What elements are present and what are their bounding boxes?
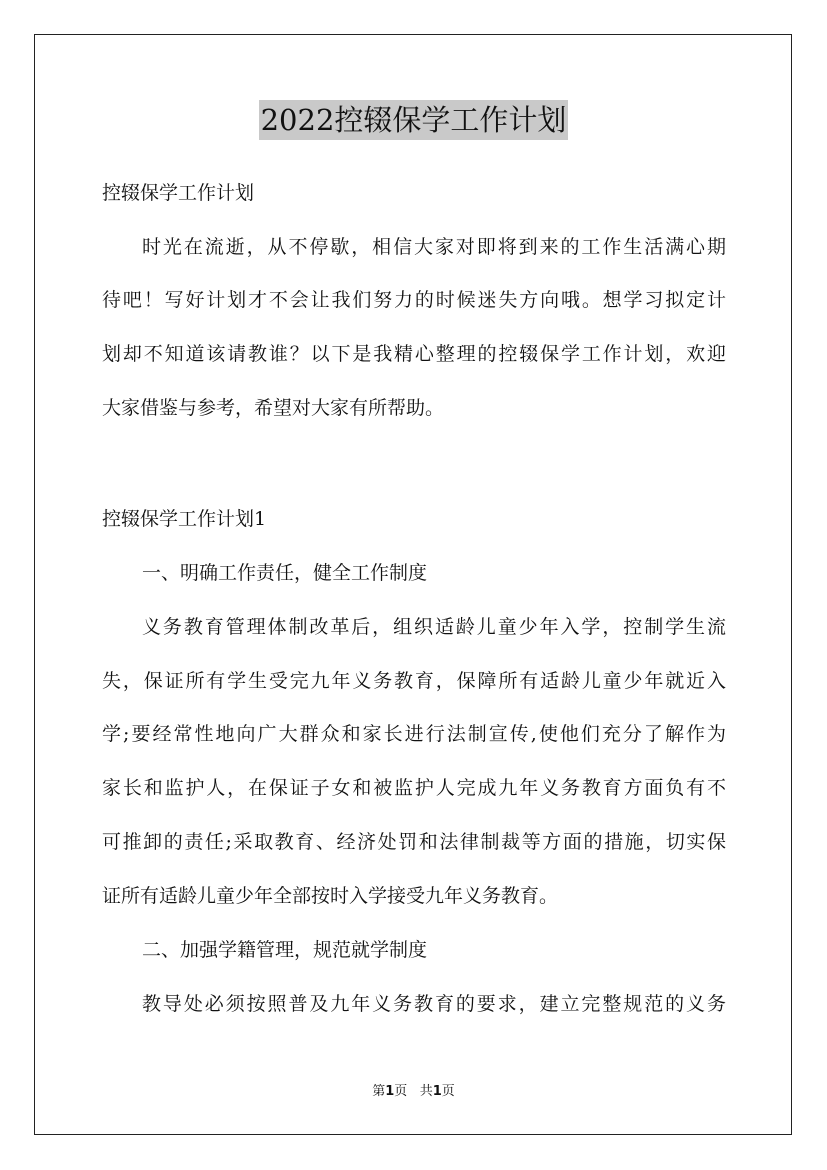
document-title: 2022控辍保学工作计划 [259, 100, 569, 140]
page-footer [0, 1083, 827, 1101]
intro-line: 大家借鉴与参考，希望对大家有所帮助。 [102, 397, 445, 419]
subheading: 二、加强学籍管理，规范就学制度 [142, 939, 428, 961]
section-title: 控辍保学工作计划1 [102, 508, 267, 530]
paragraph-line: 失，保证所有学生受完九年义务教育，保障所有适龄儿童少年就近入 [102, 670, 726, 692]
subheading: 一、明确工作责任，健全工作制度 [142, 562, 428, 584]
document-heading: 控辍保学工作计划 [102, 182, 255, 204]
footer-page-total: 1 [432, 1084, 442, 1099]
paragraph-line: 证所有适龄儿童少年全部按时入学接受九年义务教育。 [102, 885, 559, 907]
footer-page-prefix: 第 [372, 1084, 386, 1099]
intro-line: 划却不知道该请教谁？以下是我精心整理的控辍保学工作计划，欢迎 [102, 343, 726, 365]
intro-line: 待吧！写好计划才不会让我们努力的时候迷失方向哦。想学习拟定计 [102, 289, 726, 311]
paragraph-line: 家长和监护人，在保证子女和被监护人完成九年义务教育方面负有不 [102, 777, 726, 799]
paragraph-line: 教导处必须按照普及九年义务教育的要求，建立完整规范的义务 [142, 993, 726, 1015]
footer-page-suffix: 页 [394, 1084, 408, 1099]
footer-page-current: 1 [385, 1084, 395, 1099]
intro-line: 时光在流逝，从不停歇，相信大家对即将到来的工作生活满心期 [142, 236, 726, 258]
paragraph-line: 学;要经常性地向广大群众和家长进行法制宣传,使他们充分了解作为 [102, 723, 726, 745]
title-container [0, 100, 827, 140]
paragraph-line: 可推卸的责任;采取教育、经济处罚和法律制裁等方面的措施，切实保 [102, 831, 726, 853]
paragraph-line: 义务教育管理体制改革后，组织适龄儿童少年入学，控制学生流 [142, 616, 726, 638]
footer-total-prefix: 共 [419, 1084, 433, 1099]
footer-total-suffix: 页 [441, 1084, 455, 1099]
